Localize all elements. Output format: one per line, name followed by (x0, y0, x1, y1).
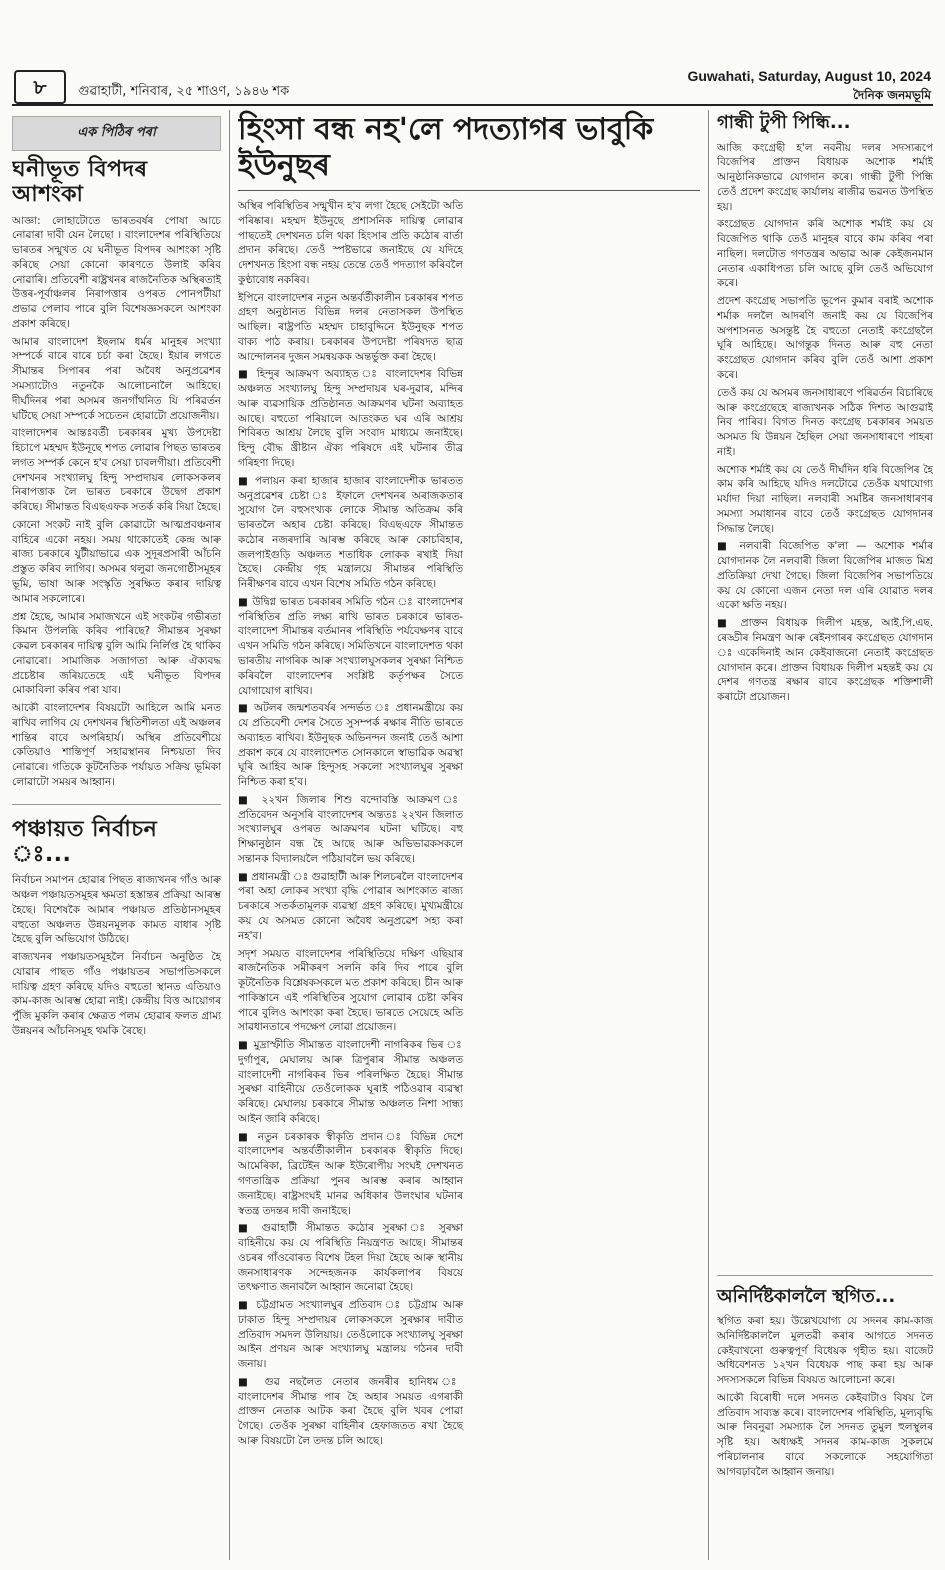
paragraph: ■ প্ৰধানমন্ত্ৰী ঃ গুৱাহাটী আৰু শিলচৰলৈ বাংলাদেশৰ পৰা অহা লোকৰ সংখ্যা বৃদ্ধি পোৱাৰ আশংকাত ৰাজ্য চৰকাৰে সতৰ্কতামূলক ব্যৱস্থা গ্ৰহণ কৰিছে। মুখ্যমন্ত্ৰীয়ে কয় যে অসমত কোনো অবৈধ অনুপ্ৰৱেশ সহ্য কৰা নহ'ব। (238, 870, 463, 942)
paragraph: কংগ্ৰেছত যোগদান কৰি অশোক শৰ্মাই কয় যে বিজেপিত থাকি তেওঁ মানুহৰ বাবে কাম কৰিব পৰা নাছিল। দলটোত গণতন্ত্ৰৰ অভাৱ আৰু কেইজনমান নেতাৰ একাধিপত্য চলি আছে বুলি তেওঁ অভিযোগ কৰে। (717, 218, 933, 290)
paragraph: ■ ২২খন জিলাৰ শিশু বন্দোবস্তি আক্ৰমণ ঃ প্ৰতিবেদন অনুসৰি বাংলাদেশৰ অন্ততঃ ২২খন জিলাত সংখ্যালঘুৰ ওপৰত আক্ৰমণৰ ঘটনা ঘটিছে। বহু শিক্ষানুষ্ঠান বন্ধ হৈ আছে আৰু অভিভাৱকসকলে সন্তানক বিদ্যালয়লৈ পঠিয়াবলৈ ভয় কৰিছে। (238, 793, 463, 865)
paragraph: ■ মুদ্ৰাস্ফীতি সীমান্তত বাংলাদেশী নাগৰিকৰ ভিৰ ঃ দুৰ্গাপুৰ, মেঘালয় আৰু ত্ৰিপুৰাৰ সীমান্ত অঞ্চলত বাংলাদেশী নাগৰিকৰ ভিৰ পৰিলক্ষিত হৈছে। সীমান্ত সুৰক্ষা বাহিনীয়ে তেওঁলোকক ঘূৰাই পঠিওৱাৰ ব্যৱস্থা কৰিছে। মেঘালয় চৰকাৰে সীমান্ত অঞ্চলত নিশা সান্ধ্য আইন জাৰি কৰিছে। (238, 1039, 463, 1125)
paragraph: ■ উদ্বিগ্ন ভাৰত চৰকাৰৰ সমিতি গঠন ঃ বাংলাদেশৰ পৰিস্থিতিৰ প্ৰতি লক্ষ্য ৰাখি ভাৰত চৰকাৰে ভাৰত-বাংলাদেশ সীমান্তৰ বৰ্তমানৰ পৰিস্থিতি পৰ্যবেক্ষণৰ বাবে এখন সমিতি গঠন কৰিছে। সমিতিখনে বাংলাদেশত থকা ভাৰতীয় নাগৰিক আৰু সংখ্যালঘুসকলৰ সুৰক্ষা নিশ্চিত কৰিবলৈ বাংলাদেশৰ সংশ্লিষ্ট কৰ্তৃপক্ষৰ সৈতে যোগাযোগ ৰাখিব। (238, 595, 463, 697)
right-headline-1: গান্ধী টুপী পিন্ধি... (717, 112, 851, 133)
paragraph: অস্থিৰ পৰিস্থিতিৰ সন্মুখীন হ'ব লগা হৈছে সেইটো অতি পৰিষ্কাৰ। মহম্মদ ইউনুছে প্ৰশাসনিক দায়িত্ব লোৱাৰ পাছতেই দেশখনত চলি থকা হিংসাৰ প্ৰতি কঠোৰ বাৰ্তা প্ৰদান কৰিছে। তেওঁ স্পষ্টভাৱে জনাইছে যে যদিহে দেশখনত হিংসা বন্ধ নহয় তেন্তে তেওঁ পদত্যাগ কৰিবলৈ কুণ্ঠাবোধ নকৰিব। (238, 200, 463, 286)
paragraph: প্ৰদেশ কংগ্ৰেছ সভাপতি ভূপেন কুমাৰ বৰাই অশোক শৰ্মাক দললৈ আদৰণি জনাই কয় যে বিজেপিৰ অপশাসনত অসন্তুষ্ট হৈ বহুতো নেতাই কংগ্ৰেছলৈ ঘূৰি আহিছে। আগন্তুক দিনত আৰু বহু নেতা কংগ্ৰেছত যোগদান কৰিব বুলি তেওঁ আশা প্ৰকাশ কৰে। (717, 295, 933, 381)
left-section-2 (12, 804, 221, 1039)
paragraph: নিৰ্বাচন সমাপন হোৱাৰ পিছত ৰাজ্যখনৰ গাঁও আৰু অঞ্চল পঞ্চায়তসমূহৰ ক্ষমতা হস্তান্তৰ প্ৰক্ৰিয়া আৰম্ভ হৈছে। বিশেষকৈ আমাৰ পঞ্চায়ত প্ৰতিষ্ঠানসমূহৰ বহুতো অঞ্চলত উন্নয়নমূলক কামত বাধাৰ সৃষ্টি হৈছে বুলি অভিযোগ উঠিছে। (12, 874, 221, 946)
paragraph: আকৌ বিৰোধী দলে সদনত কেইবাটাও বিষয় লৈ প্ৰতিবাদ সাব্যস্ত কৰে। বাংলাদেশৰ পৰিস্থিতি, মূল্যবৃদ্ধি আৰু নিবনুৱা সমস্যাক লৈ সদনত তুমুল হুলস্থুলৰ সৃষ্টি হয়। অধ্যক্ষই সদনৰ কাম-কাজ সুকলমে পৰিচালনাৰ বাবে সকলোকে সহযোগিতা আগবঢ়াবলৈ আহ্বান জনায়। (717, 1391, 933, 1478)
page-number: ৮ (14, 70, 66, 104)
paragraph: আকৌ বাংলাদেশৰ বিষয়টো আহিলে আমি মনত ৰাখিব লাগিব যে দেশখনৰ স্থিতিশীলতা এই অঞ্চলৰ শান্তিৰ বাবে অপৰিহাৰ্য। অস্থিৰ প্ৰতিবেশীয়ে কেতিয়াও শান্তিপূৰ্ণ সহাৱস্থানৰ নিশ্চয়তা দিব নোৱাৰে। গতিকে কূটনৈতিক পৰ্যায়ত সক্ৰিয় ভূমিকা লোৱাটো সময়ৰ আহ্বান। (12, 702, 221, 788)
paragraph: তেওঁ কয় যে অসমৰ জনসাধাৰণে পৰিৱৰ্তন বিচাৰিছে আৰু কংগ্ৰেছেহে ৰাজ্যখনক সঠিক দিশত আগুৱাই নিব পাৰিব। বিগত দিনত কংগ্ৰেছ চৰকাৰৰ সময়ত অসমত যি উন্নয়ন হৈছিল সেয়া জনসাধাৰণে পাহৰা নাই। (717, 386, 933, 458)
paragraph: ইপিনে বাংলাদেশৰ নতুন অন্তৰ্বৰ্তীকালীন চৰকাৰৰ শপত গ্ৰহণ অনুষ্ঠানত বিভিন্ন দলৰ নেতাসকল উপস্থিত আছিল। ৰাষ্ট্ৰপতি মহম্মদ চাহাবুদ্দিনে ইউনুছক শপত বাক্য পাঠ কৰায়। চৰকাৰৰ উপদেষ্টা পৰিষদত ছাত্ৰ আন্দোলনৰ দুজন সমন্বয়কক অন্তৰ্ভুক্ত কৰা হৈছে। (238, 291, 463, 363)
main-headline: হিংসা বন্ধ নহ'লে পদত্যাগৰ ভাবুকি ইউনুছৰ (238, 112, 700, 191)
paragraph: আজ্ঞা: লোহাটোতে ভাৰতবৰ্ষৰ পোষা আচে নোৱাৰা দাবী যেন লৈছো । বাংলাদেশৰ পৰিস্থিতিয়ে ভাৰতৰ সন্মুখত যে ঘনীভূত বিপদৰ আশংকা সৃষ্টি কৰিছে সেয়া কোনো কাৰণতে উলাই কৰিব নোৱাৰি। প্ৰতিবেশী ৰাষ্ট্ৰখনৰ ৰাজনৈতিক অস্থিৰতাই উত্তৰ-পূৰ্বাঞ্চলৰ নিৰাপত্তাৰ ওপৰত পোনপটীয়া প্ৰভাৱ পেলাব পাৰে বুলি বিশেষজ্ঞসকলে আশংকা প্ৰকাশ কৰিছে। (12, 214, 221, 330)
right-section-2 (717, 1275, 933, 1515)
paragraph: ■ গুৱাহাটী সীমান্তত কঠোৰ সুৰক্ষা ঃ সুৰক্ষা বাহিনীয়ে কয় যে পৰিস্থিতি নিয়ন্ত্ৰণত আছে। সীমান্তৰ ওচৰৰ গাঁওবোৰত বিশেষ টহল দিয়া হৈছে আৰু স্থানীয় জনসাধাৰণক সন্দেহজনক কাৰ্যকলাপৰ বিষয়ে তৎক্ষণাত জনাবলৈ আহ্বান জনোৱা হৈছে। (238, 1222, 463, 1294)
left-article-1 (12, 214, 221, 790)
paragraph: আজি কংগ্ৰেছী হ'ল নবনীয় দলৰ সদস্যৰূপে বিজেপিৰ প্ৰাক্তন বিধায়ক অশোক শৰ্মাই আনুষ্ঠানিকভাৱে যোগদান কৰে। গান্ধী টুপী পিন্ধি তেওঁ প্ৰদেশ কংগ্ৰেছ কাৰ্যালয় ৰাজীৱ ভৱনত উপস্থিত হয়। (717, 141, 933, 213)
paragraph: প্ৰশ্ন হৈছে, আমাৰ সমাজখনে এই সংকটৰ গভীৰতা কিমান উপলব্ধি কৰিব পাৰিছে? সীমান্তৰ সুৰক্ষা কেৱল চৰকাৰৰ দায়িত্ব বুলি আমি নিৰ্লিপ্ত হৈ থাকিব নোৱাৰো। সামাজিক সজাগতা আৰু ঐক্যবদ্ধ প্ৰচেষ্টাৰ জৰিয়তেহে এই ঘনীভূত বিপদৰ মোকাবিলা কৰিব পৰা যাব। (12, 610, 221, 697)
middle-column (238, 110, 700, 1560)
newspaper-name: দৈনিক জনমভূমি (853, 88, 931, 102)
paragraph: বাংলাদেশৰ আন্তঃবৰ্তী চৰকাৰৰ মুখ্য উপদেষ্টা হিচাপে মহম্মদ ইউনূছে শপত লোৱাৰ পিছত ভাৰতৰ লগত সম্পৰ্ক কেনে হ'ব সেয়া চাবলগীয়া। প্ৰতিবেশী দেশখনৰ সংখ্যালঘু হিন্দু সম্প্ৰদায়ৰ লোকসকলৰ নিৰাপত্তাক লৈ ভাৰত চৰকাৰে উদ্বেগ প্ৰকাশ কৰিছে। সীমান্তত বিএছএফক সতৰ্ক কৰি দিয়া হৈছে। (12, 427, 221, 514)
paragraph: ■ নতুন চৰকাৰক স্বীকৃতি প্ৰদান ঃ বিভিন্ন দেশে বাংলাদেশৰ অন্তৰ্বৰ্তীকালীন চৰকাৰক স্বীকৃতি দিছে। আমেৰিকা, ব্ৰিটেইন আৰু ইউৰোপীয় সংঘই দেশখনত গণতান্ত্ৰিক প্ৰক্ৰিয়া পুনৰ আৰম্ভ কৰাৰ আহ্বান জনাইছে। ৰাষ্ট্ৰসংঘই মানৱ অধিকাৰ উলংঘাৰ ঘটনাৰ স্বতন্ত্ৰ তদন্তৰ দাবী জনাইছে। (238, 1130, 463, 1217)
paragraph: স্থগিত কৰা হয়। উল্লেখযোগ্য যে সদনৰ কাম-কাজ অনিৰ্দিষ্টকাললৈ মুলতৱী কৰাৰ আগতে সদনত কেইবাখনো গুৰুত্বপূৰ্ণ বিধেয়ক গৃহীত হয়। বাজেট অধিবেশনত ১২খন বিধেয়ক পাছ কৰা হয় আৰু সদস্যসকলে বিভিন্ন বিষয়ত আলোচনা কৰে। (717, 1315, 933, 1387)
paragraph: কোনো সংকট নাই বুলি কোৱাটো আত্মপ্ৰবঞ্চনাৰ বাহিৰে একো নহয়। সময় থাকোতেই কেন্দ্ৰ আৰু ৰাজ্য চৰকাৰে যুটীয়াভাৱে এক সুদূৰপ্ৰসাৰী আঁচনি প্ৰস্তুত কৰিব লাগিব। অসমৰ থলুৱা জনগোষ্ঠীসমূহৰ ভূমি, ভাষা আৰু সংস্কৃতি সুৰক্ষিত কৰাৰ দায়িত্ব আমাৰ সকলোৰে। (12, 518, 221, 605)
paragraph: অশোক শৰ্মাই কয় যে তেওঁ দীৰ্ঘদিন ধৰি বিজেপিৰ হৈ কাম কৰি আহিছে যদিও দলটোৱে তেওঁক যথাযোগ্য মৰ্যাদা দিয়া নাছিল। নলবাৰী সমষ্টিৰ জনসাধাৰণৰ সমস্যা সমাধানৰ বাবে তেওঁ কংগ্ৰেছত যোগদানৰ সিদ্ধান্ত লৈছে। (717, 463, 933, 535)
left-article-2 (12, 873, 221, 1038)
paragraph: ■ চট্টগ্ৰামত সংখ্যালঘুৰ প্ৰতিবাদ ঃ চট্টগ্ৰাম আৰু ঢাকাত হিন্দু সম্প্ৰদায়ৰ লোকসকলে সুৰক্ষাৰ দাবীত প্ৰতিবাদ সমদল উলিয়ায়। তেওঁলোকে সংখ্যালঘু সুৰক্ষা আইন প্ৰণয়ন আৰু সংখ্যালঘু মন্ত্ৰালয় গঠনৰ দাবী জনায়। (238, 1299, 463, 1371)
paragraph: ৰাজ্যখনৰ পঞ্চায়তসমূহলৈ নিৰ্বাচন অনুষ্ঠিত হৈ যোৱাৰ পাছত গাঁও পঞ্চায়তৰ সভাপতিসকলে দায়িত্ব গ্ৰহণ কৰিছে যদিও বহুতো স্থানত এতিয়াও কাম-কাজ আৰম্ভ হোৱা নাই। কেন্দ্ৰীয় বিত্ত আয়োগৰ পুঁজি মুকলি কৰাৰ ক্ষেত্ৰত পলম হোৱাৰ ফলত গ্ৰাম্য উন্নয়নৰ আঁচনিসমূহ থমকি ৰৈছে। (12, 951, 221, 1037)
paragraph: ■ গুৱ নছলৈত নেতাৰ জনৰীৰ হানিধম ঃ বাংলাদেশৰ সীমান্ত পাৰ হৈ অহাৰ সময়ত এগৰাকী প্ৰাক্তন নেতাক আটক কৰা হৈছে বুলি খবৰ পোৱা গৈছে। তেওঁক সুৰক্ষা বাহিনীৰ হেফাজতত ৰখা হৈছে আৰু বিষয়টো লৈ তদন্ত চলি আছে। (238, 1375, 463, 1448)
paragraph: ■ প্ৰাক্তন বিধায়ক দিলীপ মহন্ত, আই.পি.এছ. ৰেড্ডীৰ নিমন্ত্ৰণ আৰু ৰেইনগাৰৰ কংগ্ৰেছত যোগদান ঃ একেদিনাই আন কেইবাজনো নেতাই কংগ্ৰেছত যোগদান কৰে। প্ৰাক্তন বিধায়ক দিলীপ মহন্তই কয় যে দেশৰ গণতন্ত্ৰ ৰক্ষাৰ বাবে কংগ্ৰেছক শক্তিশালী কৰাটো প্ৰয়োজন। (717, 617, 933, 704)
paragraph: ■ পলায়ন কৰা হাজাৰ হাজাৰ বাংলাদেশীক ভাৰতত অনুপ্ৰৱেশৰ চেষ্টা ঃ ইফালে দেশখনৰ অৰাজকতাৰ সুযোগ লৈ বহুসংখ্যক লোকে সীমান্ত অতিক্ৰম কৰি ভাৰতলৈ অহাৰ চেষ্টা কৰিছে। বিএছএফে সীমান্তত কঠোৰ নজৰদাৰি আৰম্ভ কৰিছে আৰু কোচবিহাৰ, জলপাইগুড়ি অঞ্চলত শতাধিক লোকক ৰখাই দিয়া হৈছে। কেন্দ্ৰীয় গৃহ মন্ত্ৰালয়ে সীমান্তৰ পৰিস্থিতি নিৰীক্ষণৰ বাবে এখন বিশেষ সমিতি গঠন কৰিছে। (238, 474, 463, 591)
right-headline-2: অনিৰ্দিষ্টকাললৈ স্থগিত... (717, 1285, 896, 1307)
right-column (708, 110, 933, 1560)
paragraph: সদৃশ সময়ত বাংলাদেশৰ পৰিস্থিতিয়ে দক্ষিণ এছিয়াৰ ৰাজনৈতিক সমীকৰণ সলনি কৰি দিব পাৰে বুলি কূটনৈতিক বিশ্লেষকসকলে মত প্ৰকাশ কৰিছে। চীন আৰু পাকিস্তানে এই পৰিস্থিতিৰ সুযোগ লোৱাৰ চেষ্টা কৰিব পাৰে বুলিও আশংকা কৰা হৈছে। ভাৰতে সেয়েহে অতি সাৱধানতাৰে পদক্ষেপ লোৱা প্ৰয়োজন। (238, 947, 463, 1034)
left-headline-2: পঞ্চায়ত নিৰ্বাচন ঃ... (12, 816, 158, 867)
left-headline-1: ঘনীভূত বিপদৰ আশংকা (12, 157, 148, 208)
right-article-2 (717, 1314, 933, 1514)
left-column (12, 110, 230, 1560)
paragraph: ■ অটলৰ জন্মশতবৰ্ষৰ সন্দৰ্ভত ঃ প্ৰধানমন্ত্ৰীয়ে কয় যে প্ৰতিবেশী দেশৰ সৈতে সুসম্পৰ্ক ৰক্ষাৰ নীতি ভাৰতে অব্যাহত ৰাখিব। ইউনুছক অভিনন্দন জনাই তেওঁ আশা প্ৰকাশ কৰে যে বাংলাদেশত সোনকালে স্বাভাৱিক অৱস্থা ঘূৰি আহিব আৰু হিন্দুসহ সকলো সংখ্যালঘুৰ সুৰক্ষা নিশ্চিত কৰা হ'ব। (238, 702, 463, 789)
dateline-assamese: গুৱাহাটী, শনিবাৰ, ২৫ শাওণ, ১৯৪৬ শক (78, 84, 290, 99)
right-article-1 (717, 141, 933, 1261)
paragraph: ■ হিন্দুৰ আক্ৰমণ অব্যাহত ঃ বাংলাদেশৰ বিভিন্ন অঞ্চলত সংখ্যালঘু হিন্দু সম্প্ৰদায়ৰ ঘৰ-দুৱাৰ, মন্দিৰ আৰু ব্যৱসায়িক প্ৰতিষ্ঠানত আক্ৰমণৰ ঘটনা অব্যাহত আছে। বহুতো পৰিয়ালে আতংকত ঘৰ এৰি আশ্ৰয় শিবিৰত আশ্ৰয় লৈছে বুলি সংবাদ মাধ্যমে জনাইছে। হিন্দু বৌদ্ধ খ্ৰীষ্টান ঐক্য পৰিষদে এই ঘটনাৰ তীব্ৰ গৰিহণা দিছে। (238, 368, 463, 470)
paragraph: ■ নলবাৰী বিজেপিত ক'লা — অশোক শৰ্মাৰ যোগদানক লৈ নলবাৰী জিলা বিজেপিৰ মাজত মিশ্ৰ প্ৰতিক্ৰিয়া দেখা গৈছে। জিলা বিজেপিৰ সভাপতিয়ে কয় যে কোনো এজন নেতা দল এৰি যোৱাত দলৰ একো ক্ষতি নহয়। (717, 540, 933, 612)
page-header (12, 60, 933, 106)
dateline-english: Guwahati, Saturday, August 10, 2024 (687, 68, 931, 84)
main-article (238, 199, 700, 1560)
paragraph: আমাৰ বাংলাদেশ ইছলাম ধৰ্মৰ মানুহৰ সংখ্যা সম্পৰ্কে বাৰে বাৰে চৰ্চা কৰা হৈছে। ইয়াৰ লগতে সীমান্তৰ সিপাৰৰ পৰা অবৈধ অনুপ্ৰৱেশৰ সমস্যাটোও নতুনকৈ আলোচনালৈ আহিছে। দীৰ্ঘদিনৰ পৰা অসমৰ জনগাঁথনিত যি পৰিৱৰ্তন ঘটিছে সেয়া সম্পৰ্কে সচেতন হোৱাটো প্ৰয়োজনীয়। (12, 335, 221, 422)
continued-kicker: এক পিঠিৰ পৰা (12, 116, 221, 151)
